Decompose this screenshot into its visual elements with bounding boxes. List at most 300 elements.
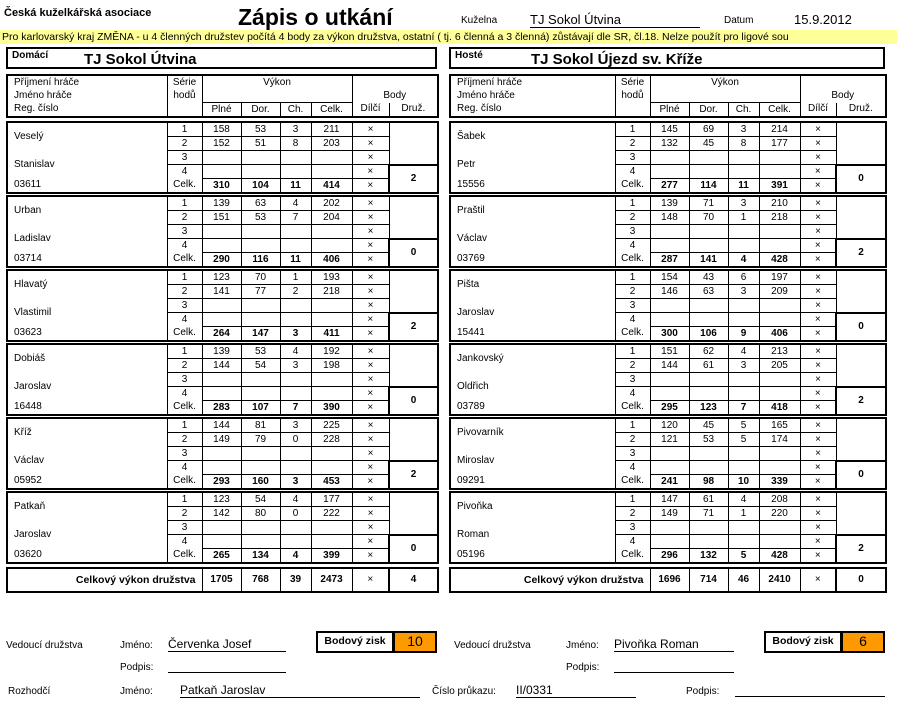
- dilci-mark: ×: [800, 196, 836, 211]
- serie-number: 3: [167, 299, 202, 313]
- series-value: 54: [241, 492, 280, 507]
- player-surname: Urban: [7, 196, 167, 225]
- dilci-mark: ×: [800, 521, 836, 535]
- dilci-mark: ×: [800, 122, 836, 137]
- player-reg: 03623: [7, 327, 167, 342]
- points-spacer: [836, 270, 886, 313]
- team-points: 4: [389, 568, 438, 592]
- serie-number: 2: [167, 137, 202, 151]
- col-dor: Dor.: [689, 103, 728, 118]
- total-value: 290: [202, 253, 241, 268]
- series-value: [759, 299, 800, 313]
- team-total-label: Celkový výkon družstva: [7, 568, 202, 592]
- series-value: 69: [689, 122, 728, 137]
- col-serie2: hodů: [167, 89, 202, 103]
- serie-number: 3: [615, 151, 650, 165]
- player-firstname: Jaroslav: [7, 521, 167, 549]
- series-row: [450, 225, 886, 239]
- series-value: 4: [280, 196, 311, 211]
- series-value: 63: [241, 196, 280, 211]
- series-value: [728, 535, 759, 549]
- series-value: 61: [689, 492, 728, 507]
- series-value: 132: [650, 137, 689, 151]
- series-value: [280, 151, 311, 165]
- player-points: 2: [836, 387, 886, 416]
- series-value: 81: [241, 418, 280, 433]
- dilci-mark: ×: [800, 418, 836, 433]
- col-ch: Ch.: [728, 103, 759, 118]
- series-value: [241, 535, 280, 549]
- series-value: [650, 535, 689, 549]
- player-total-row: [450, 401, 886, 416]
- serie-number: 2: [615, 137, 650, 151]
- series-value: 210: [759, 196, 800, 211]
- dilci-mark: ×: [800, 239, 836, 253]
- series-value: 139: [202, 344, 241, 359]
- series-value: [311, 461, 352, 475]
- serie-number: 4: [615, 461, 650, 475]
- serie-number: 2: [615, 211, 650, 225]
- series-value: [728, 521, 759, 535]
- guest-leader-label: Vedoucí družstva: [454, 640, 531, 651]
- col-plne: Plné: [650, 103, 689, 118]
- series-value: [311, 387, 352, 401]
- total-value: 114: [689, 179, 728, 194]
- total-value: 310: [202, 179, 241, 194]
- serie-number: 2: [167, 285, 202, 299]
- serie-number: 1: [167, 196, 202, 211]
- series-value: 213: [759, 344, 800, 359]
- team-dilci-mark: ×: [352, 568, 389, 592]
- guest-team-name: TJ Sokol Újezd sv. Kříže: [531, 51, 703, 68]
- serie-number: 1: [615, 418, 650, 433]
- col-body: Body: [800, 89, 886, 103]
- player-reg: 09291: [450, 475, 615, 490]
- series-value: 165: [759, 418, 800, 433]
- player-reg: 05952: [7, 475, 167, 490]
- series-value: [689, 387, 728, 401]
- dilci-mark: ×: [800, 401, 836, 416]
- points-spacer: [389, 492, 438, 535]
- total-value: 287: [650, 253, 689, 268]
- series-value: 54: [241, 359, 280, 373]
- series-value: [650, 373, 689, 387]
- total-value: 11: [280, 179, 311, 194]
- points-spacer: [836, 492, 886, 535]
- guest-leader-name: Pivoňka Roman: [614, 637, 734, 652]
- total-value: 160: [241, 475, 280, 490]
- dilci-mark: ×: [800, 165, 836, 179]
- player-reg: 03714: [7, 253, 167, 268]
- total-value: 134: [241, 549, 280, 564]
- player-points: 0: [389, 535, 438, 564]
- col-serie2: hodů: [615, 89, 650, 103]
- team-total-value: 714: [689, 568, 728, 592]
- player-firstname: Oldřich: [450, 373, 615, 401]
- series-value: [689, 535, 728, 549]
- total-value: 9: [728, 327, 759, 342]
- dilci-mark: ×: [352, 299, 389, 313]
- dilci-mark: ×: [352, 401, 389, 416]
- series-value: [202, 521, 241, 535]
- series-value: [241, 299, 280, 313]
- series-value: [311, 239, 352, 253]
- notice-banner: Pro karlovarský kraj ZMĚNA - u 4 členných družstev počítá 4 body za výkon družstva, ostatní ( tj. 6 členná a 3 členná) zůstávají dle SR, čl.18. Nelze použít pro ligové sou: [0, 30, 897, 44]
- series-value: [650, 225, 689, 239]
- points-spacer: [389, 344, 438, 387]
- referee-name-label: Jméno:: [120, 686, 153, 697]
- series-value: 71: [689, 196, 728, 211]
- player-firstname: Ladislav: [7, 225, 167, 253]
- serie-number: 4: [615, 387, 650, 401]
- series-value: [689, 447, 728, 461]
- player-surname: Pivoňka: [450, 492, 615, 521]
- total-label: Celk.: [615, 179, 650, 194]
- col-serie3: [615, 103, 650, 118]
- home-zisk-label: Bodový zisk: [316, 631, 394, 653]
- series-row: [7, 447, 438, 461]
- series-value: [689, 239, 728, 253]
- dilci-mark: ×: [800, 270, 836, 285]
- team-total-value: 2473: [311, 568, 352, 592]
- total-label: Celk.: [167, 401, 202, 416]
- serie-number: 4: [615, 239, 650, 253]
- series-value: 214: [759, 122, 800, 137]
- series-value: 43: [689, 270, 728, 285]
- series-row: [450, 418, 886, 433]
- series-value: [728, 313, 759, 327]
- serie-number: 1: [167, 122, 202, 137]
- series-value: [202, 239, 241, 253]
- points-spacer: [389, 122, 438, 165]
- series-value: [759, 239, 800, 253]
- guest-sign-label: Podpis:: [566, 662, 600, 673]
- series-row: [7, 344, 438, 359]
- series-value: [650, 447, 689, 461]
- serie-number: 4: [615, 535, 650, 549]
- guest-sign-line: [614, 672, 734, 673]
- series-row: [7, 225, 438, 239]
- team-dilci-mark: ×: [800, 568, 836, 592]
- player-points: 0: [389, 239, 438, 268]
- series-row: [450, 151, 886, 165]
- total-value: 4: [280, 549, 311, 564]
- series-value: 218: [759, 211, 800, 225]
- series-row: [7, 492, 438, 507]
- player-total-row: [450, 253, 886, 268]
- home-team-box: [6, 47, 437, 69]
- total-value: 406: [759, 327, 800, 342]
- series-value: 53: [689, 433, 728, 447]
- team-total-value: 2410: [759, 568, 800, 592]
- series-value: 4: [280, 344, 311, 359]
- series-value: 3: [728, 359, 759, 373]
- dilci-mark: ×: [800, 492, 836, 507]
- series-value: [202, 387, 241, 401]
- series-value: [650, 313, 689, 327]
- points-spacer: [836, 196, 886, 239]
- points-spacer: [836, 122, 886, 165]
- player-reg: 03611: [7, 179, 167, 194]
- dilci-mark: ×: [800, 507, 836, 521]
- serie-number: 1: [615, 270, 650, 285]
- org-name: Česká kuželkářská asociace: [4, 7, 152, 19]
- player-total-row: [450, 549, 886, 564]
- dilci-mark: ×: [800, 327, 836, 342]
- series-row: [450, 122, 886, 137]
- series-value: [728, 225, 759, 239]
- dilci-mark: ×: [352, 535, 389, 549]
- series-value: 3: [728, 285, 759, 299]
- points-spacer: [836, 418, 886, 461]
- series-value: [311, 151, 352, 165]
- dilci-mark: ×: [352, 492, 389, 507]
- team-total-value: 1696: [650, 568, 689, 592]
- referee-sign-line: [735, 696, 885, 697]
- serie-number: 1: [615, 492, 650, 507]
- col-name1: Příjmení hráče: [450, 75, 615, 89]
- series-value: 151: [650, 344, 689, 359]
- series-value: 144: [202, 418, 241, 433]
- series-value: [650, 521, 689, 535]
- series-value: [759, 387, 800, 401]
- venue-value: TJ Sokol Útvina: [530, 12, 700, 28]
- dilci-mark: ×: [352, 196, 389, 211]
- team-total-label: Celkový výkon družstva: [450, 568, 650, 592]
- series-value: 70: [689, 211, 728, 225]
- col-reg: Reg. číslo: [7, 103, 167, 118]
- dilci-mark: ×: [800, 359, 836, 373]
- total-value: 5: [728, 549, 759, 564]
- series-value: [280, 521, 311, 535]
- serie-number: 1: [167, 270, 202, 285]
- total-label: Celk.: [167, 549, 202, 564]
- player-surname: Pišta: [450, 270, 615, 299]
- team-total-value: 39: [280, 568, 311, 592]
- series-value: [241, 387, 280, 401]
- series-value: [241, 373, 280, 387]
- series-value: [728, 239, 759, 253]
- series-value: 144: [650, 359, 689, 373]
- total-value: 116: [241, 253, 280, 268]
- series-value: 205: [759, 359, 800, 373]
- dilci-mark: ×: [352, 285, 389, 299]
- serie-number: 2: [167, 359, 202, 373]
- player-total-row: [7, 179, 438, 194]
- series-row: [450, 299, 886, 313]
- col-celk: Celk.: [311, 103, 352, 118]
- player-reg: 03769: [450, 253, 615, 268]
- player-firstname: Petr: [450, 151, 615, 179]
- player-firstname: Václav: [450, 225, 615, 253]
- series-value: 45: [689, 418, 728, 433]
- series-value: 152: [202, 137, 241, 151]
- total-value: 428: [759, 549, 800, 564]
- dilci-mark: ×: [352, 359, 389, 373]
- series-value: 203: [311, 137, 352, 151]
- series-value: 202: [311, 196, 352, 211]
- total-value: 4: [728, 253, 759, 268]
- series-row: [7, 418, 438, 433]
- total-value: 104: [241, 179, 280, 194]
- referee-name: Patkaň Jaroslav: [180, 683, 420, 698]
- guest-results-table: [449, 74, 887, 593]
- series-value: 1: [728, 507, 759, 521]
- serie-number: 3: [615, 373, 650, 387]
- dilci-mark: ×: [352, 433, 389, 447]
- player-total-row: [7, 549, 438, 564]
- total-value: 147: [241, 327, 280, 342]
- series-value: [202, 373, 241, 387]
- series-value: [280, 239, 311, 253]
- player-points: 2: [389, 313, 438, 342]
- series-value: [759, 461, 800, 475]
- col-vykon: Výkon: [650, 75, 800, 89]
- series-value: 63: [689, 285, 728, 299]
- series-value: [241, 447, 280, 461]
- dilci-mark: ×: [352, 225, 389, 239]
- col-plne: Plné: [202, 103, 241, 118]
- series-value: 70: [241, 270, 280, 285]
- referee-label: Rozhodčí: [8, 686, 51, 697]
- player-firstname: Jaroslav: [7, 373, 167, 401]
- total-value: 406: [311, 253, 352, 268]
- series-value: [280, 461, 311, 475]
- col-name2: Jméno hráče: [7, 89, 167, 103]
- guest-leader-name-label: Jméno:: [566, 640, 599, 651]
- serie-number: 3: [167, 151, 202, 165]
- serie-number: 4: [615, 313, 650, 327]
- series-value: [241, 165, 280, 179]
- dilci-mark: ×: [352, 313, 389, 327]
- series-value: [311, 225, 352, 239]
- player-firstname: Václav: [7, 447, 167, 475]
- series-value: 158: [202, 122, 241, 137]
- series-value: [311, 313, 352, 327]
- total-value: 428: [759, 253, 800, 268]
- series-value: 151: [202, 211, 241, 225]
- page-title: Zápis o utkání: [238, 4, 393, 30]
- series-value: [689, 165, 728, 179]
- venue-label: Kuželna: [461, 15, 498, 26]
- series-value: 7: [280, 211, 311, 225]
- series-value: 177: [759, 137, 800, 151]
- series-value: [202, 225, 241, 239]
- serie-number: 2: [615, 507, 650, 521]
- serie-number: 3: [167, 447, 202, 461]
- series-value: 4: [728, 344, 759, 359]
- series-value: [241, 521, 280, 535]
- date-value: 15.9.2012: [794, 12, 852, 27]
- series-row: [7, 151, 438, 165]
- home-results-table: [6, 74, 439, 593]
- series-value: 141: [202, 285, 241, 299]
- col-dor: Dor.: [241, 103, 280, 118]
- series-value: 192: [311, 344, 352, 359]
- dilci-mark: ×: [800, 179, 836, 194]
- serie-number: 3: [615, 299, 650, 313]
- series-value: [202, 461, 241, 475]
- series-value: [728, 461, 759, 475]
- series-value: 53: [241, 211, 280, 225]
- series-row: [450, 196, 886, 211]
- serie-number: 4: [167, 461, 202, 475]
- dilci-mark: ×: [352, 211, 389, 225]
- col-reg: Reg. číslo: [450, 103, 615, 118]
- series-row: [450, 492, 886, 507]
- col-serie: Série: [615, 75, 650, 89]
- series-value: [759, 165, 800, 179]
- col-name2: Jméno hráče: [450, 89, 615, 103]
- series-value: 1: [728, 211, 759, 225]
- col-body: Body: [352, 89, 438, 103]
- total-value: 11: [728, 179, 759, 194]
- series-value: 1: [280, 270, 311, 285]
- series-value: 198: [311, 359, 352, 373]
- series-value: 204: [311, 211, 352, 225]
- player-surname: Kříž: [7, 418, 167, 447]
- series-value: [759, 521, 800, 535]
- series-value: [311, 299, 352, 313]
- total-value: 98: [689, 475, 728, 490]
- home-label: Domácí: [12, 50, 49, 61]
- series-value: 4: [280, 492, 311, 507]
- series-value: [311, 165, 352, 179]
- series-value: [759, 151, 800, 165]
- guest-label: Hosté: [455, 50, 483, 61]
- dilci-mark: ×: [352, 253, 389, 268]
- player-surname: Patkaň: [7, 492, 167, 521]
- dilci-mark: ×: [800, 433, 836, 447]
- points-spacer: [389, 418, 438, 461]
- series-row: [450, 447, 886, 461]
- player-surname: Praštil: [450, 196, 615, 225]
- series-value: [241, 225, 280, 239]
- series-value: [311, 373, 352, 387]
- player-surname: Dobiáš: [7, 344, 167, 373]
- dilci-mark: ×: [352, 418, 389, 433]
- dilci-mark: ×: [800, 387, 836, 401]
- series-value: [689, 461, 728, 475]
- series-value: [202, 299, 241, 313]
- series-value: 154: [650, 270, 689, 285]
- player-surname: Hlavatý: [7, 270, 167, 299]
- dilci-mark: ×: [352, 387, 389, 401]
- team-total-value: 1705: [202, 568, 241, 592]
- col-druz: Druž.: [389, 103, 438, 118]
- series-value: [280, 299, 311, 313]
- player-firstname: Miroslav: [450, 447, 615, 475]
- dilci-mark: ×: [352, 165, 389, 179]
- series-value: 209: [759, 285, 800, 299]
- series-value: 53: [241, 344, 280, 359]
- series-value: 123: [202, 492, 241, 507]
- dilci-mark: ×: [352, 461, 389, 475]
- series-value: 3: [728, 196, 759, 211]
- col-druz: Druž.: [836, 103, 886, 118]
- total-value: 107: [241, 401, 280, 416]
- series-value: [202, 313, 241, 327]
- dilci-mark: ×: [352, 179, 389, 194]
- dilci-mark: ×: [800, 549, 836, 564]
- series-value: [728, 447, 759, 461]
- player-total-row: [450, 179, 886, 194]
- serie-number: 1: [615, 122, 650, 137]
- series-value: 77: [241, 285, 280, 299]
- series-value: [280, 373, 311, 387]
- player-points: 2: [389, 165, 438, 194]
- dilci-mark: ×: [800, 253, 836, 268]
